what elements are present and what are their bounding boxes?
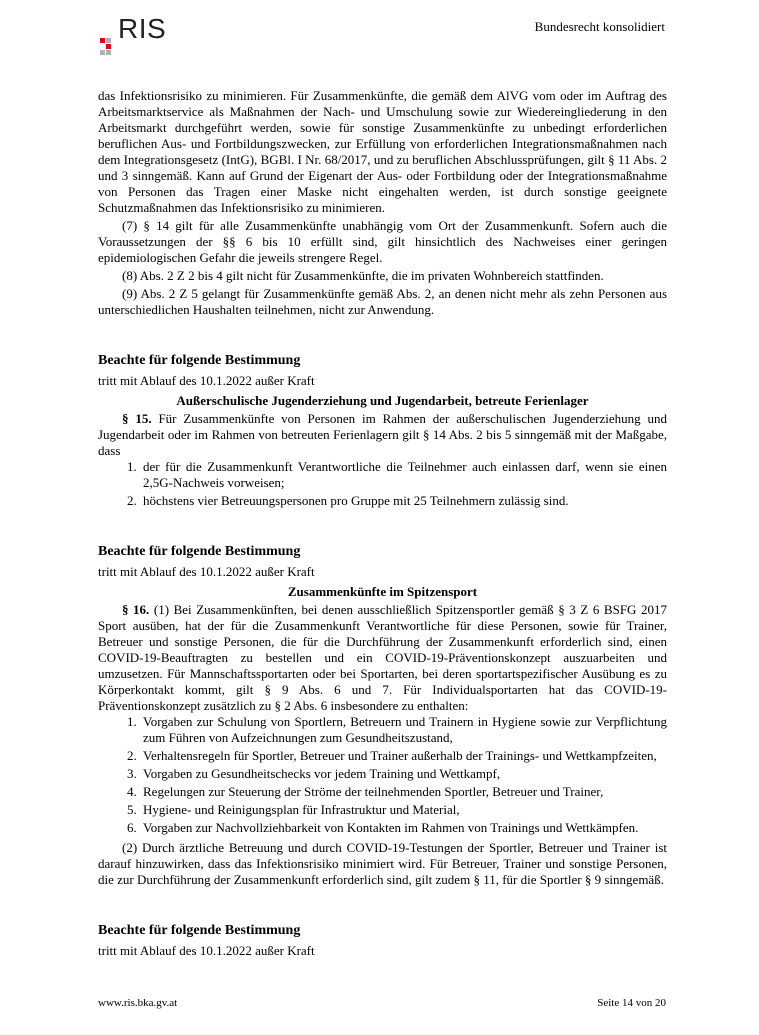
logo-square (106, 38, 111, 43)
list-number: 5. (127, 802, 137, 817)
section-text: (1) Bei Zusammenkünften, bei denen ausschließlich Spitzensportler gemäß § 3 Z 6 BSFG 2017 Sport ausüben, hat der für die Zusammenkunft Verantwortliche für diese Personen, sowie für Trainer, Betreuer und sonstige Personen, die für die Durchführung der Zusammenkunft erforderlich sind, einen COVID-19-Beauftragten zu bestellen und ein COVID-19-Präventionskonzept auszuarbeiten und umzusetzen. Für Mannschaftssportarten oder bei Sportarten, bei deren sportartspezifischer Ausübung es zu Körperkontakt kommt, gilt § 9 Abs. 6 und 7. Für Individualsportarten hat das COVID-19-Präventionskonzept zusätzlich zu § 2 Abs. 6 insbesondere zu enthalten: (98, 602, 667, 713)
note-heading: Beachte für folgende Bestimmung (98, 544, 301, 559)
section-number: § 16. (122, 602, 150, 617)
section-title: Außerschulische Jugenderziehung und Jugendarbeit, betreute Ferienlager (176, 393, 589, 408)
list-text: der für die Zusammenkunft Verantwortliche die Teilnehmer auch einlassen darf, wenn sie einen 2,5G-Nachweis vorweisen; (143, 459, 667, 490)
list-text: Regelungen zur Steuerung der Ströme der teilnehmenden Sportler, Betreuer und Trainer, (143, 784, 604, 799)
list-number: 1. (127, 714, 137, 729)
list-15 (98, 459, 667, 509)
section-title: Zusammenkünfte im Spitzensport (287, 584, 478, 599)
note-text: tritt mit Ablauf des 10.1.2022 außer Kraft (98, 943, 315, 958)
logo-square (100, 50, 105, 55)
list-text: Hygiene- und Reinigungsplan für Infrastruktur und Material, (143, 802, 460, 817)
list-item (98, 459, 667, 491)
section-16-paragraph (98, 602, 667, 714)
section-16-paragraph-2: (2) Durch ärztliche Betreuung und durch COVID-19-Testungen der Sportler, Betreuer und Trainer ist darauf hinzuwirken, dass das Infektionsrisiko minimiert wird. Für Betreuer, Trainer und sonstige Personen, die zur Durchführung der Zusammenkunft erforderlich sind, gilt zudem § 11, für die Sportler § 9 sinngemäß. (98, 840, 667, 887)
paragraph-7: (7) § 14 gilt für alle Zusammenkünfte unabhängig vom Ort der Zusammenkunft. Sofern auch die Voraussetzungen der §§ 6 bis 10 erfüllt sind, gilt hinsichtlich des Nachweises einer geringen epidemiologischen Gefahr die jeweils strengere Regel. (98, 218, 667, 265)
logo-square (106, 44, 111, 49)
list-number: 2. (127, 748, 137, 763)
list-text: höchstens vier Betreuungspersonen pro Gruppe mit 25 Teilnehmern zulässig sind. (143, 493, 569, 508)
paragraph: das Infektionsrisiko zu minimieren. Für Zusammenkünfte, die gemäß dem AlVG vom oder im Auftrag des Arbeitsmarktservice als Maßnahmen der Nach- und Umschulung sowie zur Wiedereingliederung in den Arbeitsmarkt durchgeführt werden, sowie für sonstige Zusammenkünfte zu unbedingt erforderlichen beruflichen Aus- und Fortbildungszwecken, zur Erfüllung von erforderlichen Integrationsmaßnahmen nach dem Integrationsgesetz (IntG), BGBl. I Nr. 68/2017, und zu beruflichen Abschlussprüfungen, gilt § 11 Abs. 2 und 3 sinngemäß. Kann auf Grund der Eigenart der Aus- oder Fortbildung oder der Integrationsmaßnahme von Personen das Tragen einer Maske nicht eingehalten werden, ist durch sonstige geeignete Schutzmaßnahmen das Infektionsrisiko zu minimieren. (98, 88, 667, 215)
list-text: Vorgaben zur Nachvollziehbarkeit von Kontakten im Rahmen von Trainings und Wettkämpfen. (143, 820, 639, 835)
footer-url: www.ris.bka.gv.at (98, 997, 178, 1009)
list-16 (98, 714, 667, 836)
list-item (98, 748, 667, 764)
note-heading: Beachte für folgende Bestimmung (98, 353, 301, 368)
logo-square (100, 38, 105, 43)
list-item (98, 493, 667, 509)
section-text: Für Zusammenkünfte von Personen im Rahmen der außerschulischen Jugenderziehung und Jugendarbeit oder im Rahmen von betreuten Ferienlagern gilt § 14 Abs. 2 bis 5 sinngemäß mit der Maßgabe, dass (98, 411, 667, 458)
note-heading: Beachte für folgende Bestimmung (98, 923, 301, 938)
document-body (98, 88, 667, 959)
section-15-paragraph (98, 411, 667, 459)
list-number: 2. (127, 493, 137, 508)
header-title: Bundesrecht konsolidiert (534, 19, 665, 34)
page-number: Seite 14 von 20 (597, 997, 666, 1009)
list-text: Vorgaben zu Gesundheitschecks vor jedem Training und Wettkampf, (143, 766, 501, 781)
paragraph-8: (8) Abs. 2 Z 2 bis 4 gilt nicht für Zusammenkünfte, die im privaten Wohnbereich stattfinden. (122, 268, 604, 283)
list-item (98, 784, 667, 800)
section-number: § 15. (122, 411, 152, 426)
ris-logo (100, 13, 170, 60)
list-item (98, 820, 667, 836)
list-text: Verhaltensregeln für Sportler, Betreuer und Trainer außerhalb der Trainings- und Wettkampfzeiten, (143, 748, 657, 763)
list-number: 4. (127, 784, 137, 799)
list-number: 6. (127, 820, 137, 835)
list-text: Vorgaben zur Schulung von Sportlern, Betreuern und Trainern in Hygiene sowie zur Verpflichtung zum Führen von Aufzeichnungen zum Gesundheitszustand, (143, 714, 667, 745)
logo-square (106, 50, 111, 55)
list-number: 3. (127, 766, 137, 781)
paragraph-9: (9) Abs. 2 Z 5 gelangt für Zusammenkünfte gemäß Abs. 2, an denen nicht mehr als zehn Personen aus unterschiedlichen Haushalten teilnehmen, nicht zur Anwendung. (98, 286, 667, 317)
note-text: tritt mit Ablauf des 10.1.2022 außer Kraft (98, 373, 315, 388)
list-item (98, 802, 667, 818)
list-number: 1. (127, 459, 137, 474)
list-item (98, 714, 667, 746)
list-item (98, 766, 667, 782)
logo-text: RIS (118, 13, 167, 44)
note-text: tritt mit Ablauf des 10.1.2022 außer Kraft (98, 564, 315, 579)
